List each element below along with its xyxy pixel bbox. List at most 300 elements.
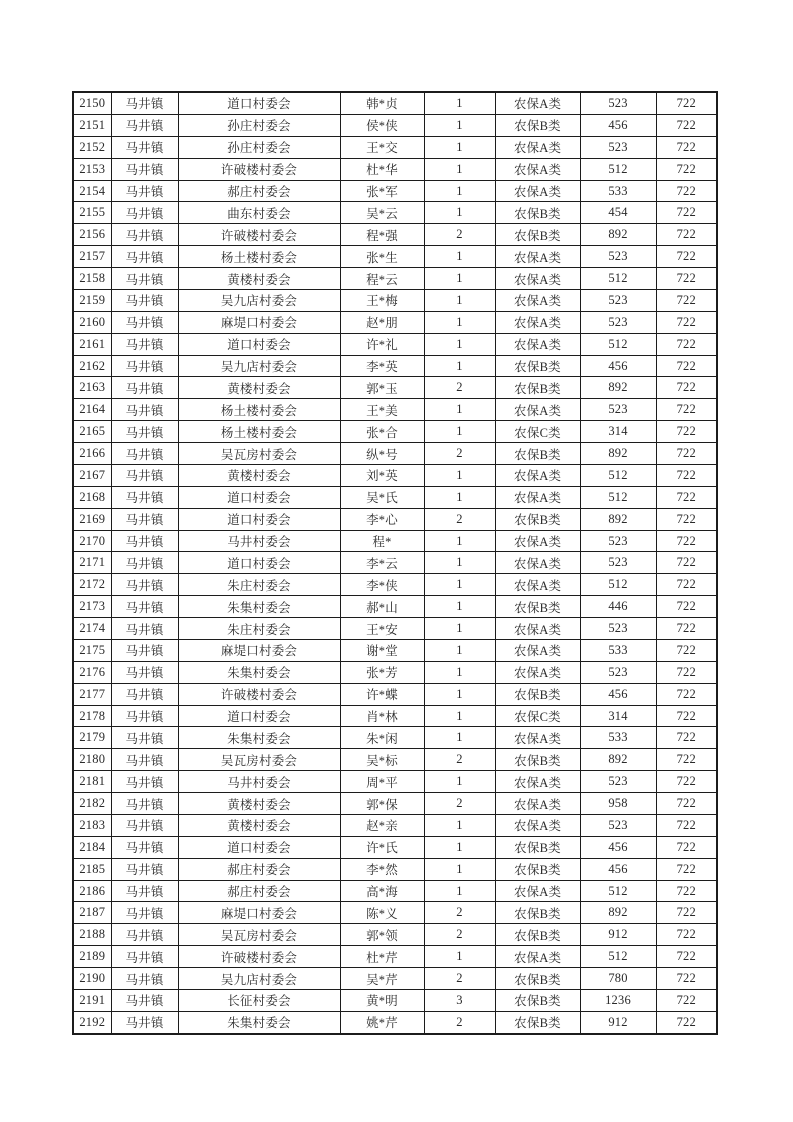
fixed-cell: 722 — [656, 618, 717, 640]
name-cell: 程*云 — [340, 268, 424, 290]
town-cell: 马井镇 — [111, 596, 178, 618]
amount-cell: 1236 — [580, 989, 656, 1011]
serial-cell: 2185 — [73, 858, 111, 880]
village-cell: 长征村委会 — [178, 989, 340, 1011]
table-row — [73, 224, 717, 246]
count-cell: 2 — [424, 968, 495, 990]
town-cell: 马井镇 — [111, 399, 178, 421]
amount-cell: 314 — [580, 421, 656, 443]
village-cell: 道口村委会 — [178, 705, 340, 727]
town-cell: 马井镇 — [111, 749, 178, 771]
fixed-cell: 722 — [656, 880, 717, 902]
amount-cell: 892 — [580, 443, 656, 465]
fixed-cell: 722 — [656, 1011, 717, 1034]
name-cell: 张*军 — [340, 180, 424, 202]
amount-cell: 780 — [580, 968, 656, 990]
village-cell: 道口村委会 — [178, 486, 340, 508]
amount-cell: 523 — [580, 814, 656, 836]
amount-cell: 912 — [580, 1011, 656, 1034]
category-cell: 农保A类 — [495, 530, 580, 552]
fixed-cell: 722 — [656, 858, 717, 880]
count-cell: 1 — [424, 114, 495, 136]
town-cell: 马井镇 — [111, 486, 178, 508]
category-cell: 农保A类 — [495, 727, 580, 749]
fixed-cell: 722 — [656, 705, 717, 727]
count-cell: 1 — [424, 814, 495, 836]
table-row — [73, 858, 717, 880]
fixed-cell: 722 — [656, 180, 717, 202]
serial-cell: 2160 — [73, 311, 111, 333]
fixed-cell: 722 — [656, 793, 717, 815]
serial-cell: 2171 — [73, 552, 111, 574]
name-cell: 韩*贞 — [340, 92, 424, 114]
amount-cell: 456 — [580, 858, 656, 880]
serial-cell: 2183 — [73, 814, 111, 836]
serial-cell: 2190 — [73, 968, 111, 990]
village-cell: 曲东村委会 — [178, 202, 340, 224]
serial-cell: 2161 — [73, 333, 111, 355]
fixed-cell: 722 — [656, 311, 717, 333]
count-cell: 3 — [424, 989, 495, 1011]
count-cell: 1 — [424, 421, 495, 443]
amount-cell: 512 — [580, 158, 656, 180]
town-cell: 马井镇 — [111, 333, 178, 355]
table-row — [73, 989, 717, 1011]
name-cell: 程*强 — [340, 224, 424, 246]
town-cell: 马井镇 — [111, 443, 178, 465]
village-cell: 道口村委会 — [178, 333, 340, 355]
fixed-cell: 722 — [656, 246, 717, 268]
serial-cell: 2182 — [73, 793, 111, 815]
name-cell: 张*合 — [340, 421, 424, 443]
serial-cell: 2151 — [73, 114, 111, 136]
serial-cell: 2166 — [73, 443, 111, 465]
serial-cell: 2173 — [73, 596, 111, 618]
name-cell: 王*梅 — [340, 289, 424, 311]
count-cell: 1 — [424, 289, 495, 311]
town-cell: 马井镇 — [111, 377, 178, 399]
category-cell: 农保A类 — [495, 158, 580, 180]
category-cell: 农保B类 — [495, 968, 580, 990]
table-row — [73, 596, 717, 618]
category-cell: 农保B类 — [495, 355, 580, 377]
fixed-cell: 722 — [656, 508, 717, 530]
amount-cell: 523 — [580, 399, 656, 421]
town-cell: 马井镇 — [111, 989, 178, 1011]
name-cell: 吴*氏 — [340, 486, 424, 508]
village-cell: 道口村委会 — [178, 92, 340, 114]
count-cell: 1 — [424, 683, 495, 705]
serial-cell: 2179 — [73, 727, 111, 749]
amount-cell: 523 — [580, 552, 656, 574]
table-row — [73, 836, 717, 858]
village-cell: 许破楼村委会 — [178, 158, 340, 180]
table-row — [73, 946, 717, 968]
table-row — [73, 202, 717, 224]
table-row — [73, 727, 717, 749]
count-cell: 1 — [424, 661, 495, 683]
serial-cell: 2163 — [73, 377, 111, 399]
village-cell: 吴九店村委会 — [178, 355, 340, 377]
category-cell: 农保B类 — [495, 596, 580, 618]
village-cell: 许破楼村委会 — [178, 683, 340, 705]
table-row — [73, 705, 717, 727]
name-cell: 周*平 — [340, 771, 424, 793]
amount-cell: 512 — [580, 486, 656, 508]
amount-cell: 523 — [580, 661, 656, 683]
count-cell: 1 — [424, 639, 495, 661]
fixed-cell: 722 — [656, 968, 717, 990]
count-cell: 1 — [424, 92, 495, 114]
village-cell: 黄楼村委会 — [178, 268, 340, 290]
name-cell: 侯*侠 — [340, 114, 424, 136]
amount-cell: 523 — [580, 246, 656, 268]
table-row — [73, 793, 717, 815]
amount-cell: 892 — [580, 377, 656, 399]
town-cell: 马井镇 — [111, 202, 178, 224]
serial-cell: 2164 — [73, 399, 111, 421]
name-cell: 李*云 — [340, 552, 424, 574]
count-cell: 1 — [424, 574, 495, 596]
count-cell: 1 — [424, 464, 495, 486]
town-cell: 马井镇 — [111, 311, 178, 333]
table-row — [73, 158, 717, 180]
name-cell: 李*心 — [340, 508, 424, 530]
amount-cell: 512 — [580, 464, 656, 486]
village-cell: 黄楼村委会 — [178, 377, 340, 399]
name-cell: 纵*号 — [340, 443, 424, 465]
serial-cell: 2174 — [73, 618, 111, 640]
table-row — [73, 180, 717, 202]
fixed-cell: 722 — [656, 399, 717, 421]
count-cell: 1 — [424, 158, 495, 180]
fixed-cell: 722 — [656, 727, 717, 749]
category-cell: 农保A类 — [495, 268, 580, 290]
town-cell: 马井镇 — [111, 924, 178, 946]
town-cell: 马井镇 — [111, 421, 178, 443]
serial-cell: 2177 — [73, 683, 111, 705]
name-cell: 张*芳 — [340, 661, 424, 683]
category-cell: 农保B类 — [495, 377, 580, 399]
category-cell: 农保A类 — [495, 464, 580, 486]
roster-table — [72, 91, 718, 1035]
table-row — [73, 639, 717, 661]
fixed-cell: 722 — [656, 377, 717, 399]
count-cell: 1 — [424, 355, 495, 377]
name-cell: 姚*芹 — [340, 1011, 424, 1034]
category-cell: 农保A类 — [495, 180, 580, 202]
village-cell: 郝庄村委会 — [178, 880, 340, 902]
category-cell: 农保A类 — [495, 92, 580, 114]
fixed-cell: 722 — [656, 596, 717, 618]
count-cell: 1 — [424, 552, 495, 574]
category-cell: 农保A类 — [495, 639, 580, 661]
amount-cell: 892 — [580, 224, 656, 246]
count-cell: 2 — [424, 902, 495, 924]
town-cell: 马井镇 — [111, 136, 178, 158]
town-cell: 马井镇 — [111, 661, 178, 683]
table-row — [73, 968, 717, 990]
category-cell: 农保A类 — [495, 246, 580, 268]
village-cell: 朱集村委会 — [178, 727, 340, 749]
category-cell: 农保B类 — [495, 1011, 580, 1034]
count-cell: 1 — [424, 880, 495, 902]
count-cell: 1 — [424, 618, 495, 640]
village-cell: 朱庄村委会 — [178, 618, 340, 640]
village-cell: 朱集村委会 — [178, 661, 340, 683]
fixed-cell: 722 — [656, 224, 717, 246]
serial-cell: 2150 — [73, 92, 111, 114]
fixed-cell: 722 — [656, 289, 717, 311]
category-cell: 农保A类 — [495, 486, 580, 508]
table-row — [73, 661, 717, 683]
table-row — [73, 486, 717, 508]
category-cell: 农保B类 — [495, 508, 580, 530]
name-cell: 吴*标 — [340, 749, 424, 771]
category-cell: 农保A类 — [495, 661, 580, 683]
count-cell: 1 — [424, 836, 495, 858]
count-cell: 1 — [424, 136, 495, 158]
count-cell: 2 — [424, 508, 495, 530]
serial-cell: 2175 — [73, 639, 111, 661]
amount-cell: 523 — [580, 530, 656, 552]
fixed-cell: 722 — [656, 530, 717, 552]
fixed-cell: 722 — [656, 114, 717, 136]
category-cell: 农保A类 — [495, 771, 580, 793]
category-cell: 农保C类 — [495, 705, 580, 727]
serial-cell: 2172 — [73, 574, 111, 596]
category-cell: 农保B类 — [495, 836, 580, 858]
serial-cell: 2167 — [73, 464, 111, 486]
count-cell: 1 — [424, 858, 495, 880]
fixed-cell: 722 — [656, 639, 717, 661]
village-cell: 麻堤口村委会 — [178, 902, 340, 924]
category-cell: 农保B类 — [495, 989, 580, 1011]
name-cell: 吴*芹 — [340, 968, 424, 990]
village-cell: 杨土楼村委会 — [178, 421, 340, 443]
category-cell: 农保A类 — [495, 136, 580, 158]
name-cell: 许*蝶 — [340, 683, 424, 705]
amount-cell: 314 — [580, 705, 656, 727]
name-cell: 谢*堂 — [340, 639, 424, 661]
category-cell: 农保B类 — [495, 443, 580, 465]
amount-cell: 958 — [580, 793, 656, 815]
name-cell: 刘*英 — [340, 464, 424, 486]
category-cell: 农保A类 — [495, 574, 580, 596]
name-cell: 许*礼 — [340, 333, 424, 355]
town-cell: 马井镇 — [111, 180, 178, 202]
table-row — [73, 574, 717, 596]
amount-cell: 446 — [580, 596, 656, 618]
amount-cell: 523 — [580, 618, 656, 640]
town-cell: 马井镇 — [111, 727, 178, 749]
village-cell: 孙庄村委会 — [178, 136, 340, 158]
fixed-cell: 722 — [656, 464, 717, 486]
amount-cell: 892 — [580, 508, 656, 530]
name-cell: 黄*明 — [340, 989, 424, 1011]
table-row — [73, 289, 717, 311]
table-row — [73, 1011, 717, 1034]
serial-cell: 2189 — [73, 946, 111, 968]
category-cell: 农保A类 — [495, 289, 580, 311]
amount-cell: 512 — [580, 574, 656, 596]
serial-cell: 2181 — [73, 771, 111, 793]
fixed-cell: 722 — [656, 574, 717, 596]
serial-cell: 2192 — [73, 1011, 111, 1034]
category-cell: 农保B类 — [495, 902, 580, 924]
count-cell: 1 — [424, 771, 495, 793]
serial-cell: 2152 — [73, 136, 111, 158]
category-cell: 农保B类 — [495, 924, 580, 946]
village-cell: 杨土楼村委会 — [178, 399, 340, 421]
table-row — [73, 530, 717, 552]
category-cell: 农保B类 — [495, 202, 580, 224]
fixed-cell: 722 — [656, 355, 717, 377]
town-cell: 马井镇 — [111, 793, 178, 815]
table-row — [73, 92, 717, 114]
amount-cell: 523 — [580, 92, 656, 114]
town-cell: 马井镇 — [111, 574, 178, 596]
amount-cell: 512 — [580, 333, 656, 355]
table-row — [73, 880, 717, 902]
amount-cell: 456 — [580, 114, 656, 136]
town-cell: 马井镇 — [111, 683, 178, 705]
name-cell: 许*氏 — [340, 836, 424, 858]
town-cell: 马井镇 — [111, 946, 178, 968]
name-cell: 吴*云 — [340, 202, 424, 224]
table-row — [73, 902, 717, 924]
count-cell: 2 — [424, 1011, 495, 1034]
village-cell: 黄楼村委会 — [178, 793, 340, 815]
amount-cell: 512 — [580, 268, 656, 290]
fixed-cell: 722 — [656, 661, 717, 683]
amount-cell: 533 — [580, 639, 656, 661]
serial-cell: 2168 — [73, 486, 111, 508]
name-cell: 王*美 — [340, 399, 424, 421]
table-row — [73, 552, 717, 574]
village-cell: 郝庄村委会 — [178, 180, 340, 202]
town-cell: 马井镇 — [111, 858, 178, 880]
amount-cell: 523 — [580, 311, 656, 333]
town-cell: 马井镇 — [111, 552, 178, 574]
name-cell: 郭*玉 — [340, 377, 424, 399]
village-cell: 朱集村委会 — [178, 596, 340, 618]
village-cell: 吴瓦房村委会 — [178, 443, 340, 465]
village-cell: 杨土楼村委会 — [178, 246, 340, 268]
fixed-cell: 722 — [656, 924, 717, 946]
category-cell: 农保A类 — [495, 946, 580, 968]
fixed-cell: 722 — [656, 202, 717, 224]
town-cell: 马井镇 — [111, 705, 178, 727]
category-cell: 农保A类 — [495, 618, 580, 640]
town-cell: 马井镇 — [111, 92, 178, 114]
count-cell: 2 — [424, 793, 495, 815]
name-cell: 王*交 — [340, 136, 424, 158]
category-cell: 农保B类 — [495, 224, 580, 246]
amount-cell: 523 — [580, 136, 656, 158]
village-cell: 马井村委会 — [178, 530, 340, 552]
count-cell: 2 — [424, 377, 495, 399]
table-row — [73, 924, 717, 946]
village-cell: 道口村委会 — [178, 508, 340, 530]
town-cell: 马井镇 — [111, 114, 178, 136]
village-cell: 许破楼村委会 — [178, 224, 340, 246]
name-cell: 肖*林 — [340, 705, 424, 727]
fixed-cell: 722 — [656, 158, 717, 180]
category-cell: 农保C类 — [495, 421, 580, 443]
town-cell: 马井镇 — [111, 1011, 178, 1034]
serial-cell: 2187 — [73, 902, 111, 924]
town-cell: 马井镇 — [111, 289, 178, 311]
fixed-cell: 722 — [656, 136, 717, 158]
count-cell: 1 — [424, 530, 495, 552]
town-cell: 马井镇 — [111, 836, 178, 858]
town-cell: 马井镇 — [111, 224, 178, 246]
category-cell: 农保A类 — [495, 793, 580, 815]
town-cell: 马井镇 — [111, 508, 178, 530]
fixed-cell: 722 — [656, 443, 717, 465]
fixed-cell: 722 — [656, 486, 717, 508]
table-row — [73, 683, 717, 705]
village-cell: 吴九店村委会 — [178, 289, 340, 311]
town-cell: 马井镇 — [111, 355, 178, 377]
village-cell: 吴九店村委会 — [178, 968, 340, 990]
category-cell: 农保A类 — [495, 333, 580, 355]
fixed-cell: 722 — [656, 268, 717, 290]
village-cell: 郝庄村委会 — [178, 858, 340, 880]
name-cell: 郭*领 — [340, 924, 424, 946]
town-cell: 马井镇 — [111, 158, 178, 180]
serial-cell: 2188 — [73, 924, 111, 946]
village-cell: 朱庄村委会 — [178, 574, 340, 596]
amount-cell: 523 — [580, 771, 656, 793]
village-cell: 麻堤口村委会 — [178, 311, 340, 333]
serial-cell: 2155 — [73, 202, 111, 224]
serial-cell: 2184 — [73, 836, 111, 858]
serial-cell: 2158 — [73, 268, 111, 290]
category-cell: 农保B类 — [495, 858, 580, 880]
category-cell: 农保A类 — [495, 399, 580, 421]
amount-cell: 533 — [580, 727, 656, 749]
amount-cell: 912 — [580, 924, 656, 946]
name-cell: 杜*芹 — [340, 946, 424, 968]
village-cell: 马井村委会 — [178, 771, 340, 793]
town-cell: 马井镇 — [111, 771, 178, 793]
table-row — [73, 268, 717, 290]
category-cell: 农保A类 — [495, 552, 580, 574]
village-cell: 道口村委会 — [178, 552, 340, 574]
village-cell: 黄楼村委会 — [178, 814, 340, 836]
village-cell: 麻堤口村委会 — [178, 639, 340, 661]
table-row — [73, 443, 717, 465]
town-cell: 马井镇 — [111, 639, 178, 661]
town-cell: 马井镇 — [111, 968, 178, 990]
fixed-cell: 722 — [656, 749, 717, 771]
serial-cell: 2170 — [73, 530, 111, 552]
table-row — [73, 136, 717, 158]
amount-cell: 512 — [580, 946, 656, 968]
count-cell: 1 — [424, 399, 495, 421]
fixed-cell: 722 — [656, 989, 717, 1011]
village-cell: 吴瓦房村委会 — [178, 749, 340, 771]
table-row — [73, 814, 717, 836]
serial-cell: 2178 — [73, 705, 111, 727]
village-cell: 道口村委会 — [178, 836, 340, 858]
count-cell: 1 — [424, 596, 495, 618]
count-cell: 1 — [424, 727, 495, 749]
town-cell: 马井镇 — [111, 530, 178, 552]
count-cell: 1 — [424, 946, 495, 968]
